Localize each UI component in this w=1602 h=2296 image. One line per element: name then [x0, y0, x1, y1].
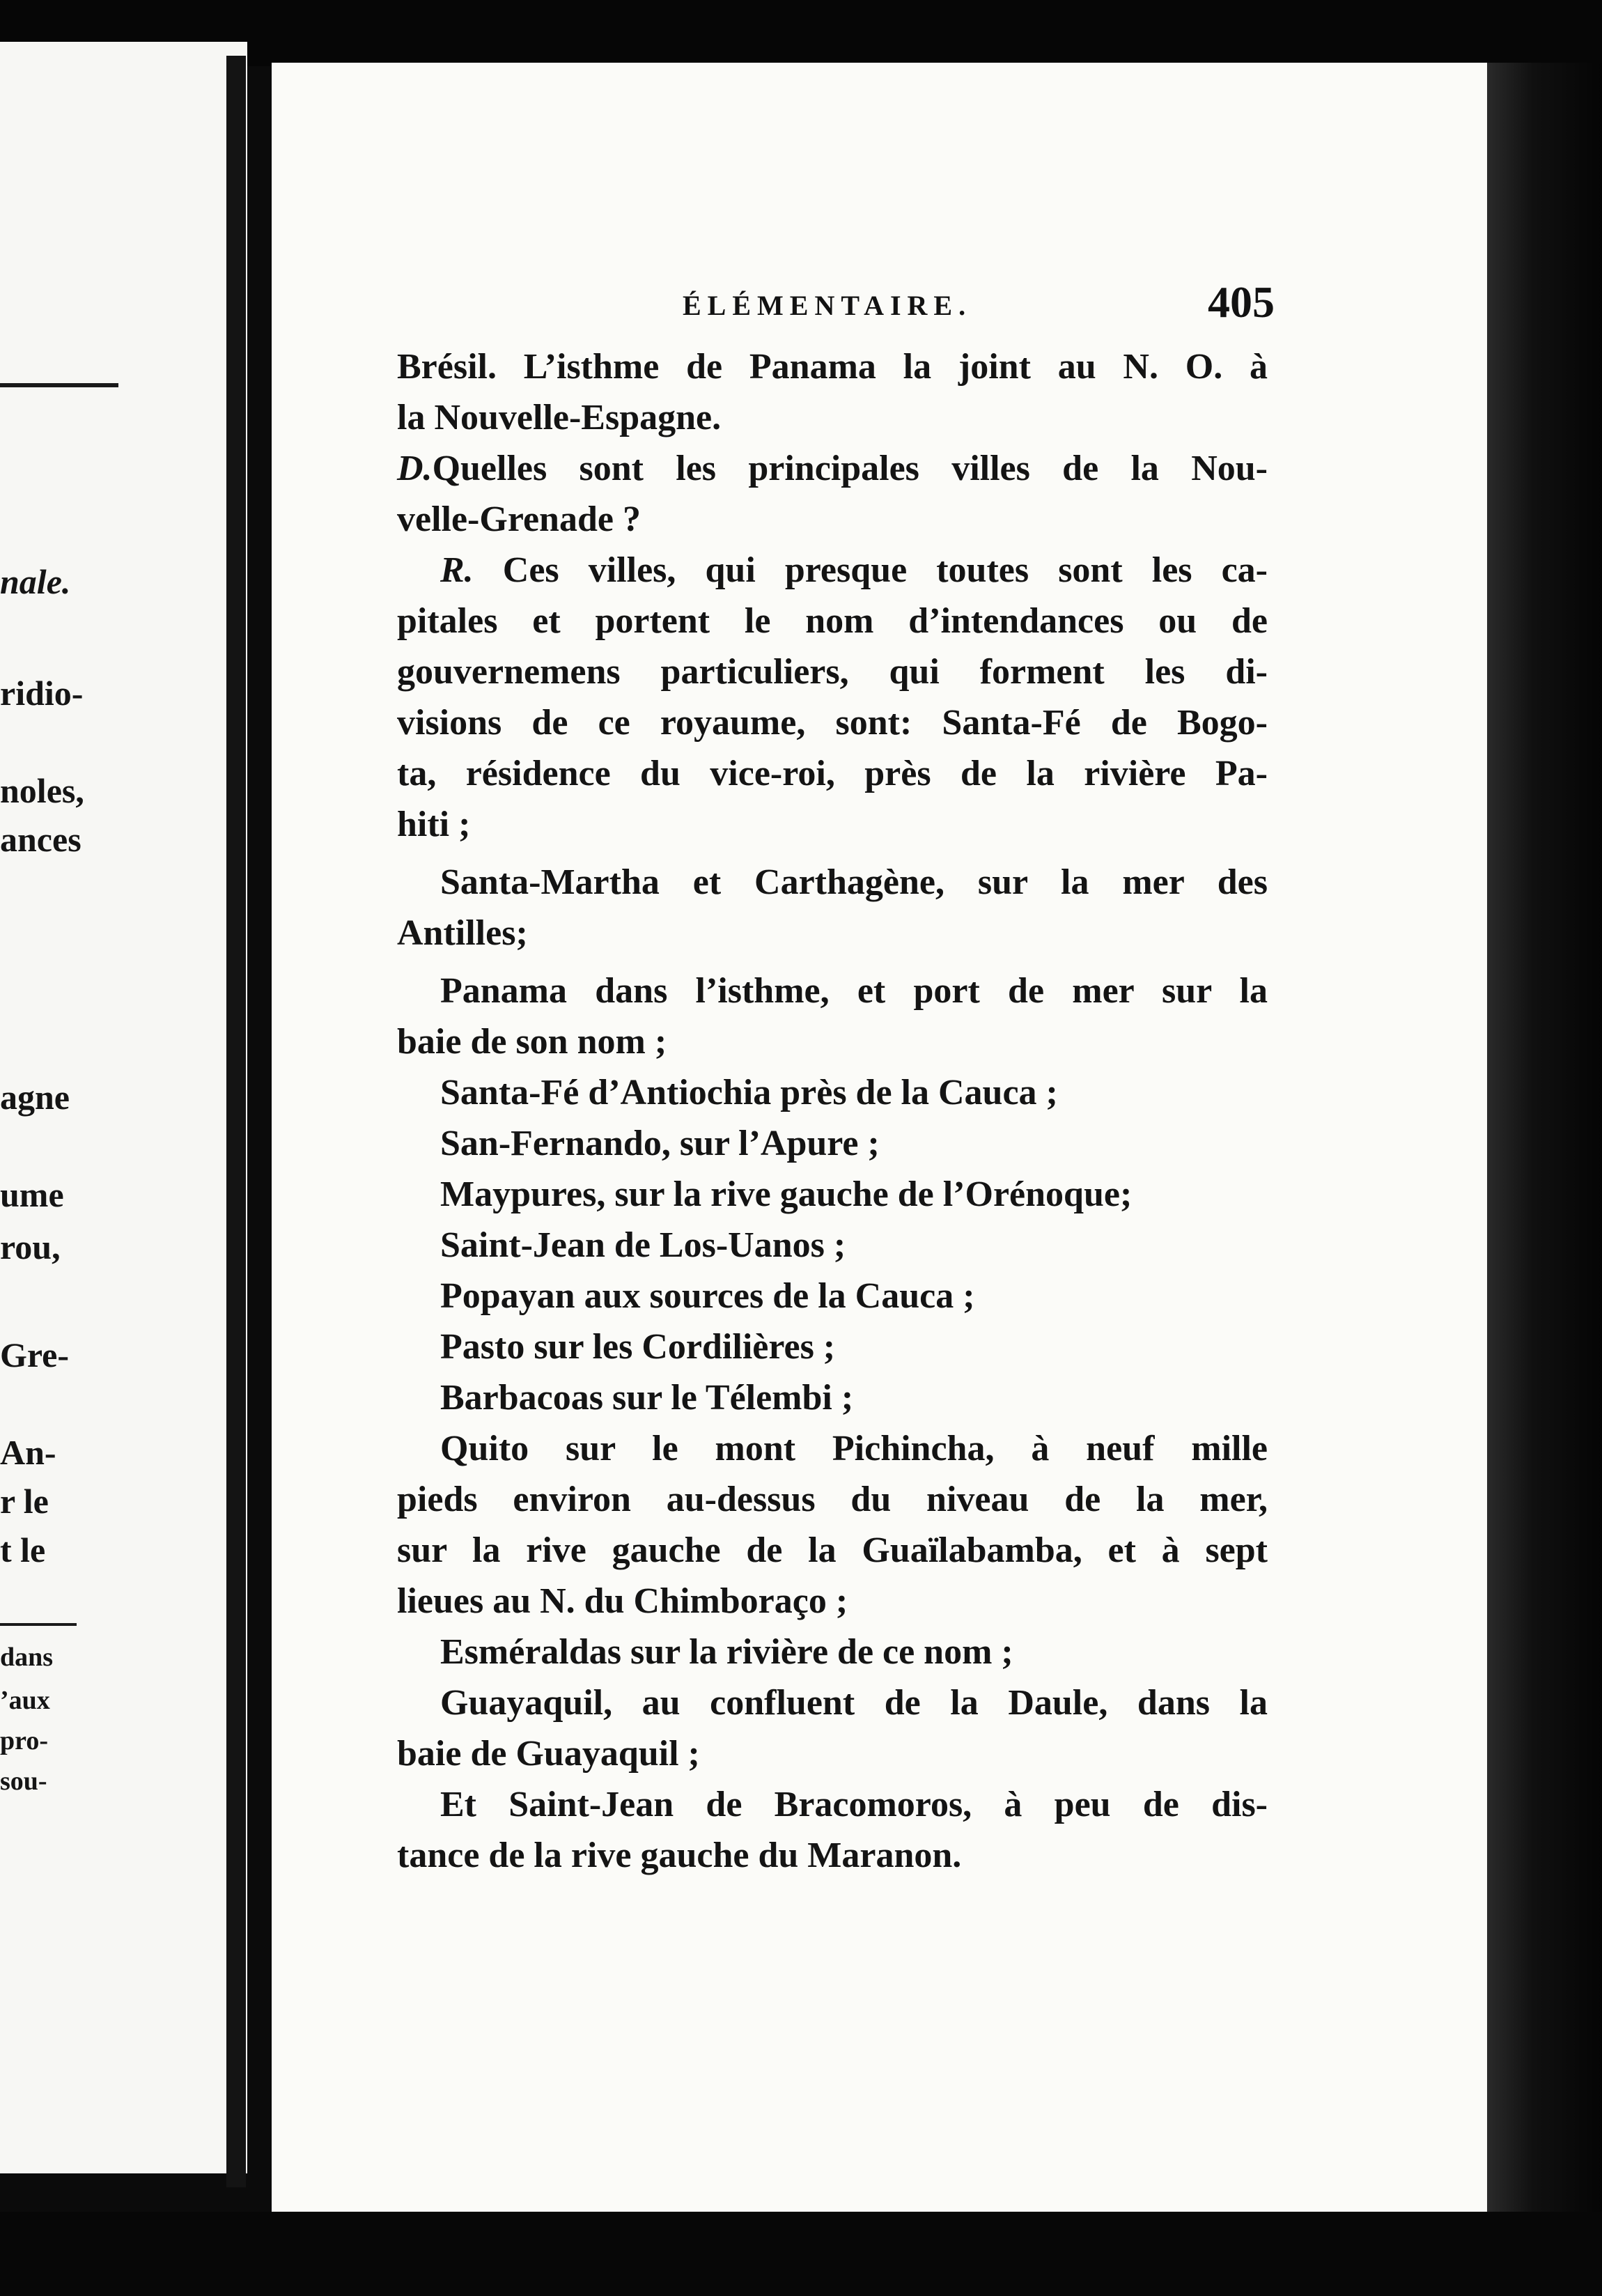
text-line: baie de son nom ;: [397, 1022, 667, 1062]
left-fragment: noles,: [0, 771, 84, 810]
answer-marker: R.: [440, 550, 474, 590]
text-line: Popayan aux sources de la Cauca ;: [440, 1276, 975, 1316]
text-line: tance de la rive gauche du Maranon.: [397, 1836, 962, 1875]
question-line: [397, 443, 1268, 494]
text-line: la Nouvelle-Espagne.: [397, 398, 722, 437]
left-fragment: t le: [0, 1530, 46, 1569]
scan-background-bottom: [0, 2212, 1602, 2296]
text-line: Santa-Martha et Carthagène, sur la mer des: [440, 862, 1268, 902]
answer-line: [397, 545, 1268, 596]
text-line: ta, résidence du vice-roi, près de la rivière Pa-: [397, 754, 1268, 793]
page-number: 405: [1208, 277, 1275, 327]
left-page-rule: [0, 1623, 77, 1626]
page-edge-shadow: [1487, 63, 1602, 2296]
text-line: Maypures, sur la rive gauche de l’Orénoque;: [440, 1174, 1133, 1214]
book-spine: [226, 56, 246, 2187]
left-page-rule: [0, 383, 118, 387]
left-fragment: r le: [0, 1482, 49, 1521]
left-fragment: ridio-: [0, 674, 84, 713]
left-fragment: ume: [0, 1175, 64, 1214]
text-line: Santa-Fé d’Antiochia près de la Cauca ;: [440, 1073, 1058, 1112]
left-fragment: dans: [0, 1643, 54, 1672]
text-line: Et Saint-Jean de Bracomoros, à peu de dis-: [440, 1785, 1268, 1824]
text-line: visions de ce royaume, sont: Santa-Fé de Bogo-: [397, 703, 1268, 743]
page-header: [390, 277, 1275, 331]
text-line: Quelles sont les principales villes de la Nou-: [432, 449, 1268, 488]
body-text: [397, 341, 1268, 1881]
text-line: hiti ;: [397, 805, 471, 844]
text-line: Guayaquil, au confluent de la Daule, dans la: [440, 1683, 1268, 1723]
text-line: Esméraldas sur la rivière de ce nom ;: [440, 1632, 1013, 1672]
text-line: gouvernemens particuliers, qui forment les di-: [397, 652, 1268, 692]
text-line: Quito sur le mont Pichincha, à neuf mille: [440, 1429, 1268, 1468]
text-line: Ces villes, qui presque toutes sont les ca-: [502, 550, 1268, 590]
left-fragment: agne: [0, 1078, 70, 1117]
text-line: Panama dans l’isthme, et port de mer sur la: [440, 971, 1268, 1011]
left-fragment: pro-: [0, 1726, 48, 1755]
left-fragment: An-: [0, 1433, 56, 1472]
text-line: lieues au N. du Chimboraço ;: [397, 1581, 848, 1621]
text-line: Pasto sur les Cordilières ;: [440, 1327, 836, 1367]
left-fragment: ances: [0, 820, 81, 859]
left-fragment: sou-: [0, 1767, 47, 1796]
question-marker: D.: [397, 449, 433, 488]
facing-page-left: [0, 42, 247, 2173]
text-line: baie de Guayaquil ;: [397, 1734, 700, 1774]
text-line: Saint-Jean de Los-Uanos ;: [440, 1225, 846, 1265]
left-fragment: Gre-: [0, 1335, 70, 1374]
left-fragment: rou,: [0, 1227, 61, 1266]
text-line: Brésil. L’isthme de Panama la joint au N. O. à: [397, 347, 1268, 387]
running-head: ÉLÉMENTAIRE.: [683, 290, 972, 321]
text-line: pitales et portent le nom d’intendances ou de: [397, 601, 1268, 641]
text-line: San-Fernando, sur l’Apure ;: [440, 1124, 880, 1163]
left-fragment: ’aux: [0, 1686, 50, 1715]
text-line: Antilles;: [397, 913, 528, 953]
text-line: sur la rive gauche de la Guaïlabamba, et à sept: [397, 1530, 1268, 1570]
left-fragment: nale.: [0, 562, 71, 601]
text-line: velle-Grenade ?: [397, 499, 641, 539]
text-line: pieds environ au-dessus du niveau de la mer,: [397, 1480, 1268, 1519]
text-line: Barbacoas sur le Télembi ;: [440, 1378, 854, 1418]
